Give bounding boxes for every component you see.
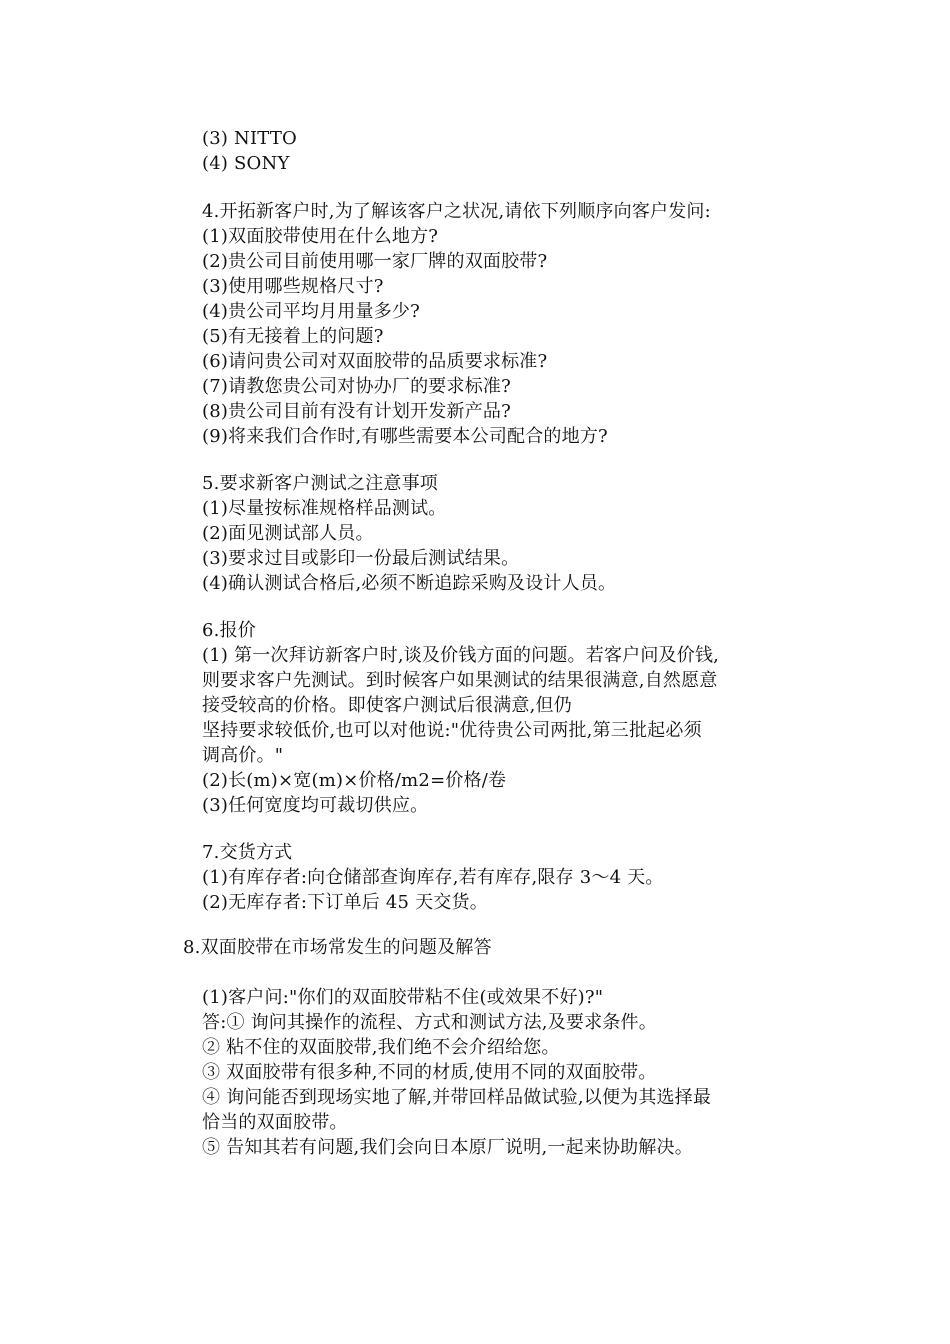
paragraph-line: 则要求客户先测试。到时候客户如果测试的结果很满意,自然愿意 xyxy=(202,670,718,691)
list-item: (3) NITTO xyxy=(202,128,297,149)
list-item: (1)双面胶带使用在什么地方? xyxy=(202,226,439,247)
list-item: (4) SONY xyxy=(202,153,290,174)
list-item: (3)使用哪些规格尺寸? xyxy=(202,276,384,297)
list-item: (2)面见测试部人员。 xyxy=(202,523,374,544)
section-heading: 4.开拓新客户时,为了解该客户之状况,请依下列顺序向客户发问: xyxy=(202,201,711,222)
list-item: (1)尽量按标准规格样品测试。 xyxy=(202,498,447,519)
list-item: (3)任何宽度均可裁切供应。 xyxy=(202,795,429,816)
list-item: (9)将来我们合作时,有哪些需要本公司配合的地方? xyxy=(202,426,608,447)
paragraph-line: (1) 第一次拜访新客户时,谈及价钱方面的问题。若客户问及价钱, xyxy=(202,645,720,666)
paragraph-line: ④ 询问能否到现场实地了解,并带回样品做试验,以便为其选择最 xyxy=(202,1087,712,1108)
section-heading: 6.报价 xyxy=(202,620,256,641)
list-item: (4)贵公司平均月用量多少? xyxy=(202,301,420,322)
paragraph-line: 恰当的双面胶带。 xyxy=(202,1112,348,1133)
list-item: (7)请教您贵公司对协办厂的要求标准? xyxy=(202,376,511,397)
paragraph-line: ⑤ 告知其若有问题,我们会向日本原厂说明,一起来协助解决。 xyxy=(202,1137,693,1158)
paragraph-line: ③ 双面胶带有很多种,不同的材质,使用不同的双面胶带。 xyxy=(202,1062,657,1083)
list-item: (4)确认测试合格后,必须不断追踪采购及设计人员。 xyxy=(202,573,617,594)
section-heading: 7.交货方式 xyxy=(202,842,293,863)
section-heading: 5.要求新客户测试之注意事项 xyxy=(202,473,438,494)
paragraph-line: 接受较高的价格。即使客户测试后很满意,但仍 xyxy=(202,695,572,716)
list-item: (2)长(m)×宽(m)×价格/m2=价格/卷 xyxy=(202,770,507,791)
list-item: (1)有库存者:向仓储部查询库存,若有库存,限存 3～4 天。 xyxy=(202,867,664,888)
list-item: (3)要求过目或影印一份最后测试结果。 xyxy=(202,548,520,569)
paragraph-line: 调高价。" xyxy=(202,745,284,766)
paragraph-line: 答:① 询问其操作的流程、方式和测试方法,及要求条件。 xyxy=(202,1012,657,1033)
list-item: (6)请问贵公司对双面胶带的品质要求标准? xyxy=(202,351,548,372)
list-item: (2)贵公司目前使用哪一家厂牌的双面胶带? xyxy=(202,251,548,272)
paragraph-line: (1)客户问:"你们的双面胶带粘不住(或效果不好)?" xyxy=(202,987,604,1008)
paragraph-line: ② 粘不住的双面胶带,我们绝不会介绍给您。 xyxy=(202,1037,560,1058)
list-item: (5)有无接着上的问题? xyxy=(202,326,384,347)
list-item: (8)贵公司目前有没有计划开发新产品? xyxy=(202,401,511,422)
section-heading: 8.双面胶带在市场常发生的问题及解答 xyxy=(183,937,492,958)
list-item: (2)无库存者:下订单后 45 天交货。 xyxy=(202,892,488,913)
paragraph-line: 坚持要求较低价,也可以对他说:"优待贵公司两批,第三批起必须 xyxy=(202,720,702,741)
